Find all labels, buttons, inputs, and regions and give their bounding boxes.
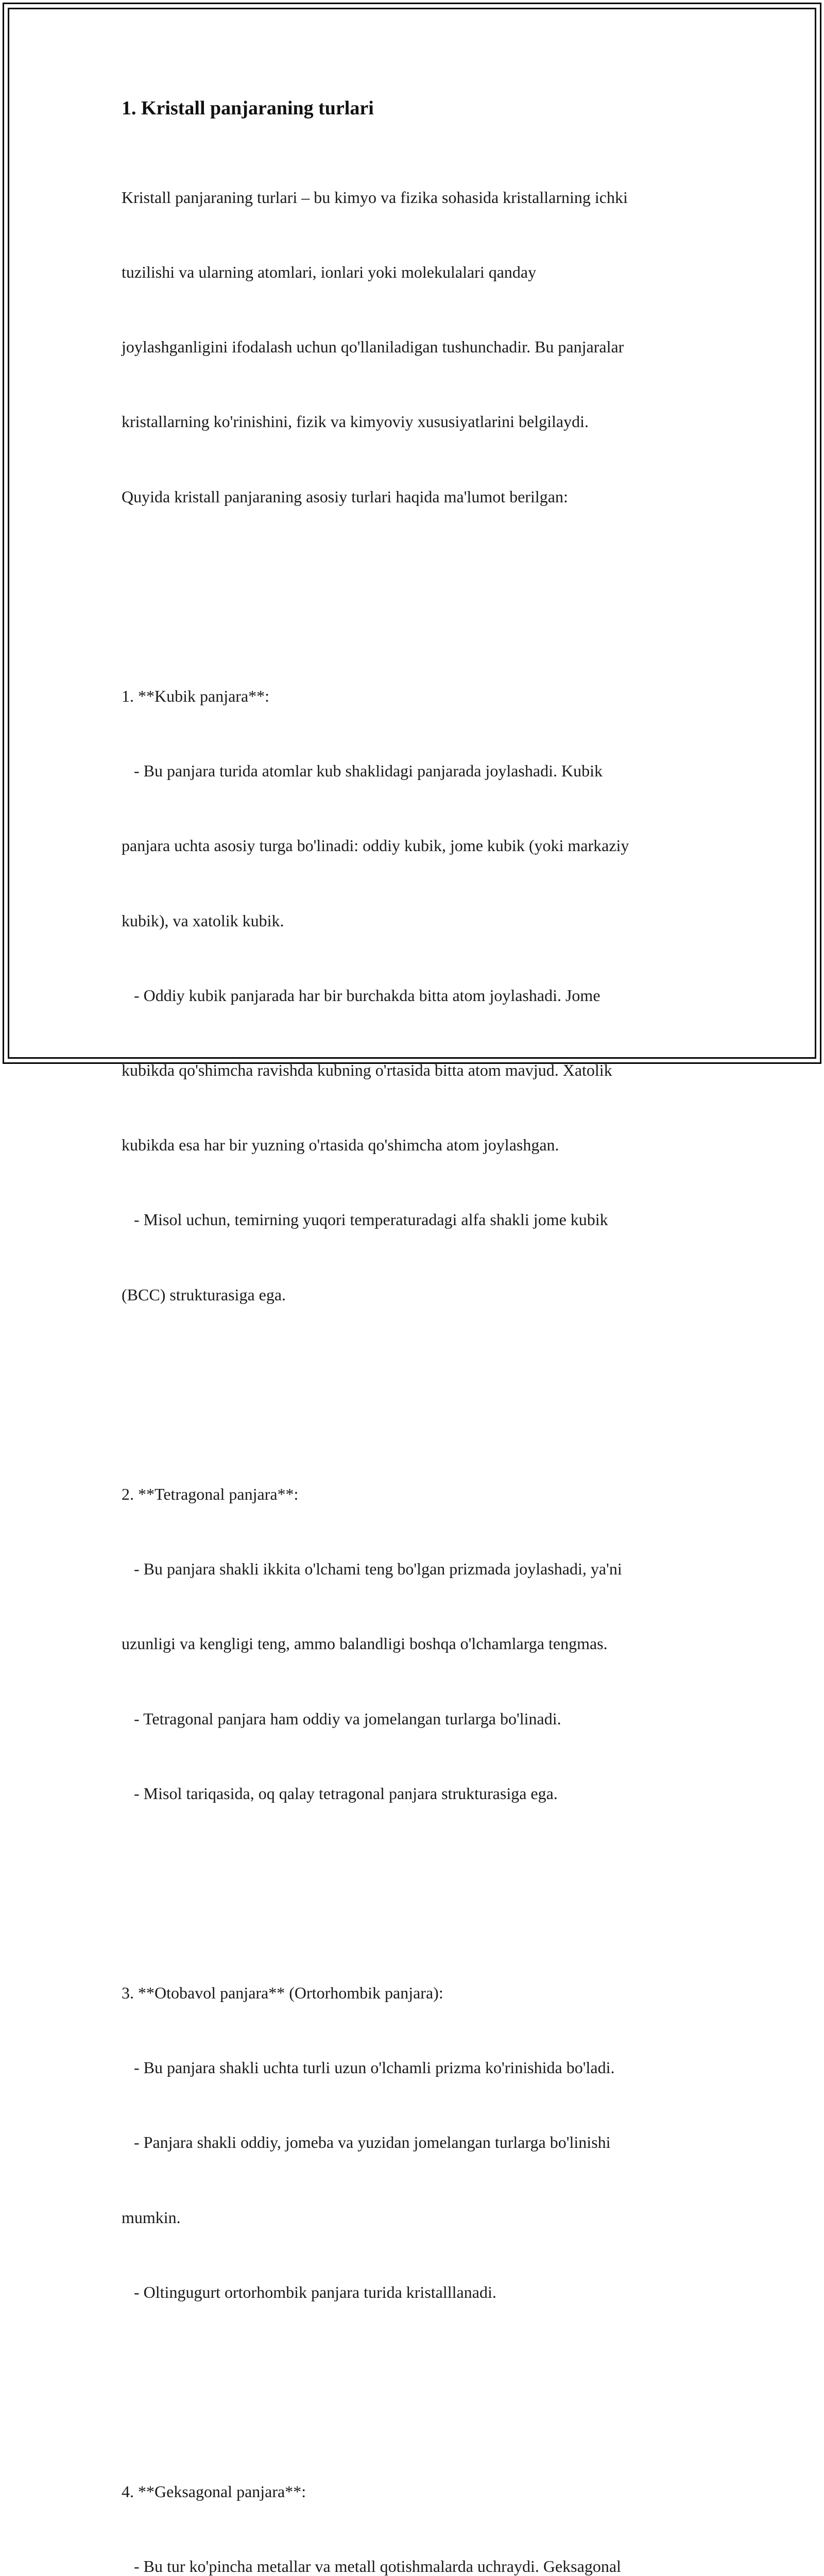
text-line: joylashganligini ifodalash uchun qo'llaniladigan tushunchadir. Bu panjaralar xyxy=(122,337,624,357)
text-line: (BCC) strukturasiga ega. xyxy=(122,1285,286,1304)
section-heading: 2. **Tetragonal panjara**: xyxy=(122,1484,299,1503)
text-line: - Bu panjara shakli ikkita o'lchami teng bo'lgan prizmada joylashadi, ya'ni xyxy=(122,1560,622,1579)
text-line: mumkin. xyxy=(122,2208,181,2227)
paragraph-gap xyxy=(122,2354,714,2379)
text-line: - Bu panjara turida atomlar kub shaklidagi panjarada joylashadi. Kubik xyxy=(122,761,603,781)
text-line: - Misol tariqasida, oq qalay tetragonal panjara strukturasiga ega. xyxy=(122,1784,558,1803)
document-body xyxy=(122,96,714,2576)
text-line: - Bu tur ko'pincha metallar va metall qotishmalarda uchraydi. Geksagonal xyxy=(122,2557,621,2576)
paragraph-gap xyxy=(122,559,714,584)
document-title: 1. Kristall panjaraning turlari xyxy=(122,97,374,119)
text-line: uzunligi va kengligi teng, ammo balandligi boshqa o'lchamlarga tengmas. xyxy=(122,1634,608,1653)
text-line: kubikda esa har bir yuzning o'rtasida qo'shimcha atom joylashgan. xyxy=(122,1136,559,1155)
section-tetragonal xyxy=(122,1432,714,1930)
section-heading: 1. **Kubik panjara**: xyxy=(122,686,270,705)
text-line: tuzilishi va ularning atomlari, ionlari yoki molekulalari qanday xyxy=(122,263,537,282)
text-line: - Oddiy kubik panjarada har bir burchakda bitta atom joylashadi. Jome xyxy=(122,986,600,1005)
text-line: - Panjara shakli oddiy, jomeba va yuzidan jomelangan turlarga bo'linishi xyxy=(122,2133,611,2152)
text-line: - Tetragonal panjara ham oddiy va jomelangan turlarga bo'linadi. xyxy=(122,1709,561,1728)
section-geksagonal xyxy=(122,2429,714,2576)
text-line: Kristall panjaraning turlari – bu kimyo va fizika sohasida kristallarning ichki xyxy=(122,188,628,207)
text-line: panjara uchta asosiy turga bo'linadi: oddiy kubik, jome kubik (yoki markaziy xyxy=(122,836,629,855)
text-line: - Bu panjara shakli uchta turli uzun o'lchamli prizma ko'rinishida bo'ladi. xyxy=(122,2058,615,2077)
paragraph-gap xyxy=(122,1856,714,1880)
text-line: kristallarning ko'rinishini, fizik va kimyoviy xususiyatlarini belgilaydi. xyxy=(122,412,589,431)
text-line: kubik), va xatolik kubik. xyxy=(122,911,284,930)
section-ortorhombik xyxy=(122,1930,714,2429)
intro-paragraph xyxy=(122,135,714,634)
text-line: - Oltingugurt ortorhombik panjara turida kristalllanadi. xyxy=(122,2282,496,2301)
text-line: Quyida kristall panjaraning asosiy turlari haqida ma'lumot berilgan: xyxy=(122,487,568,506)
text-line: kubikda qo'shimcha ravishda kubning o'rtasida bitta atom mavjud. Xatolik xyxy=(122,1061,612,1080)
section-heading: 3. **Otobavol panjara** (Ortorhombik panjara): xyxy=(122,1984,443,2003)
text-line: - Misol uchun, temirning yuqori temperaturadagi alfa shakli jome kubik xyxy=(122,1210,608,1229)
section-kubik xyxy=(122,634,714,1432)
section-heading: 4. **Geksagonal panjara**: xyxy=(122,2482,306,2501)
paragraph-gap xyxy=(122,1357,714,1382)
